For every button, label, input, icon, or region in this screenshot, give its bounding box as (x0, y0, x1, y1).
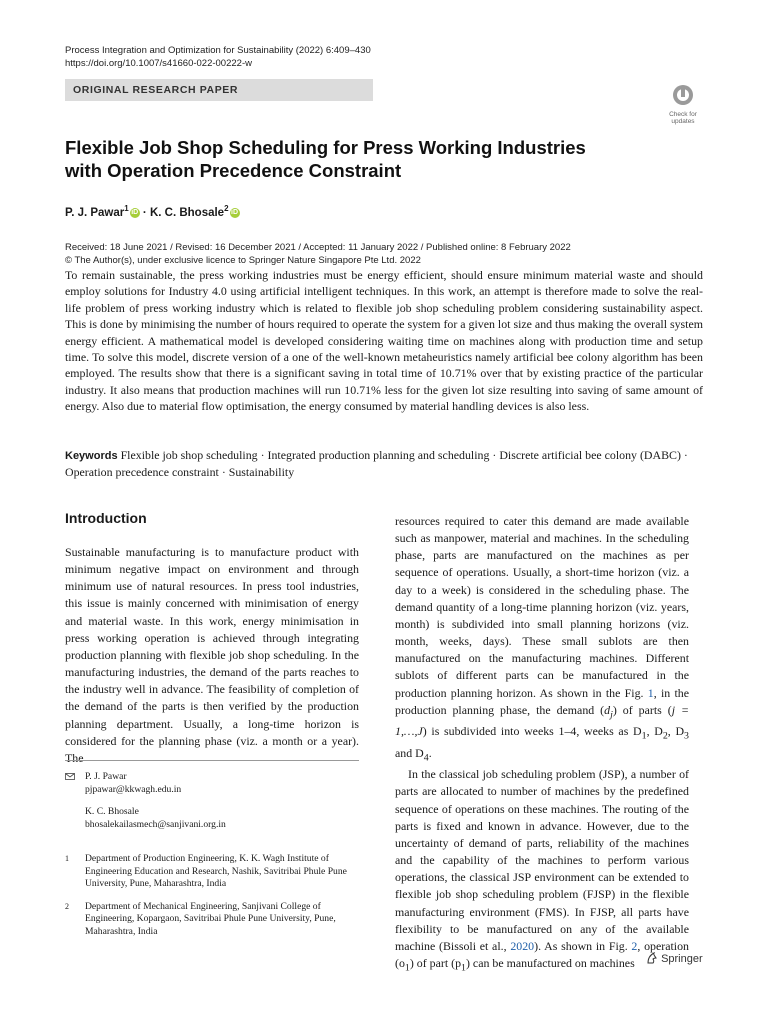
author-email[interactable]: pjpawar@kkwagh.edu.in (85, 783, 182, 795)
author-name: P. J. Pawar (85, 771, 127, 782)
article-type-banner (65, 79, 373, 101)
keywords-label: Keywords (65, 450, 118, 462)
author-affil-mark: 2 (224, 204, 229, 213)
author-separator: · (142, 206, 147, 219)
author-affil-mark: 1 (124, 204, 129, 213)
publisher-logo (646, 952, 703, 965)
paper-title (65, 136, 665, 182)
paragraph: resources required to cater this demand are made available such as manpower, material and machines. In the scheduling phase, parts are manufactured on the machines as per sequence of operations. Usually, a short-time horizon (viz. a day to a week) is considered in the scheduling phase. The demand quantity of a long-time planning horizon (viz. years, month) is subdivided into small planning horizons (viz. month, weeks, days). These small sublots are then manufactured on the manufacturing machines. Different sublots of different parts can be manufactured in the production planning horizon. As shown in the Fig. 1, in the production planning phase, the demand $(d_j)$ of parts (j = 1,…,J) is subdivided into weeks 1–4, weeks as $D_1$, $D_2$, $D_3$ and $D_4$. (395, 514, 689, 764)
journal-citation: Process Integration and Optimization for Sustainability (2022) 6:409–430 (65, 45, 371, 56)
figure-link[interactable]: 2 (631, 938, 638, 953)
section-heading-introduction: Introduction (65, 510, 147, 526)
author-name[interactable]: P. J. Pawar (65, 206, 125, 219)
orcid-icon[interactable]: iD (131, 208, 139, 216)
article-history (65, 241, 571, 267)
citation-link[interactable]: 2020 (510, 938, 535, 953)
journal-header (65, 44, 371, 70)
author-email[interactable]: bhosalekailasmech@sanjivani.org.in (85, 818, 226, 830)
crossmark-text-line: Check for (669, 111, 697, 118)
envelope-icon (65, 773, 75, 780)
affiliations (65, 771, 359, 948)
right-column (395, 513, 689, 977)
affiliation-text: Department of Mechanical Engineering, Sanjivani College of Engineering, Kopargaon, Savitribai Phule Pune University, Pune, Maharashtra, India (85, 900, 336, 937)
doi-link[interactable]: https://doi.org/10.1007/s41660-022-00222-w (65, 58, 252, 69)
affiliation-number: 1 (65, 854, 69, 863)
paragraph: In the classical job scheduling problem (JSP), a number of parts are allocated to number of machines by the predefined sequence of operations on these machines. The routing of the parts is fixed and known in advance. However, due to the uncertainty of demand of parts, reliability of the machines and the capability of the machines to perform various operations, the classical JSP environment can be extended to flexible job shop scheduling problem (FJSP) in the flexible manufacturing environment (FMS). In FJSP, all parts have flexibility to be manufactured on any of the available machine (Bissoli et al., 2020). As shown in Fig. 2, operation $(o_1)$ of part $(p_1)$ can be manufactured on machines (395, 767, 689, 974)
affiliation-item (65, 901, 359, 939)
copyright-line: © The Author(s), under exclusive licence to Springer Nature Singapore Pte Ltd. 2022 (65, 255, 421, 266)
keywords (65, 447, 703, 481)
figure-link[interactable]: 1 (647, 685, 654, 700)
corresponding-author (65, 771, 359, 831)
paragraph: Sustainable manufacturing is to manufacture product with minimum negative impact on environment and through minimum use of natural resources. In press tool industries, this issue is mainly concerned with minimisation of energy and material waste. In this work, energy minimisation in press working operation is achieved through integrating production planning with flexible job shop scheduling. In the manufacturing industries, the demand of the parts reaches to the industry well in advance. The feasibility of completion of the demand of the parts is then verified by the production planning department. Usually, a long-time horizon is considered for the planning phase (viz. a month or a year). The (65, 545, 359, 765)
affiliation-item (65, 853, 359, 891)
keywords-text: Flexible job shop scheduling · Integrated production planning and scheduling · Discrete artificial bee colony (DABC) · Operation precedence constraint · Sustainability (65, 448, 688, 480)
title-line: with Operation Precedence Constraint (65, 160, 402, 181)
affiliation-number: 2 (65, 901, 69, 911)
footnote-divider (65, 760, 359, 761)
orcid-icon[interactable]: iD (231, 208, 239, 216)
crossmark-badge[interactable] (663, 84, 703, 124)
affiliation-text: Department of Production Engineering, K. K. Wagh Institute of Engineering Education and Research, Nashik, Savitribai Phule Pune University, Pune, Maharashtra, India (85, 853, 347, 889)
article-type-label: ORIGINAL RESEARCH PAPER (73, 84, 239, 96)
publisher-name: Springer (661, 953, 703, 965)
dates-line: Received: 18 June 2021 / Revised: 16 December 2021 / Accepted: 11 January 2022 / Published online: 8 February 2022 (65, 242, 571, 253)
crossmark-text-line: updates (671, 118, 695, 125)
author-list (65, 204, 240, 219)
crossmark-icon (672, 84, 694, 106)
springer-horse-icon (646, 952, 658, 964)
author-name: K. C. Bhosale (85, 806, 139, 817)
left-column (65, 544, 359, 767)
title-line: Flexible Job Shop Scheduling for Press Working Industries (65, 137, 586, 158)
author-name[interactable]: K. C. Bhosale (149, 206, 225, 219)
abstract: To remain sustainable, the press working industries must be energy efficient, should ensure minimum material waste and should employ solutions for Industry 4.0 using artificial intelligent techniques. In this work, an attempt is therefore made to solve the real-life problem of press working industry which is related to flexible job shop scheduling problem considering sustainability aspect. This is done by minimising the number of hours required to operate the system for a given lot size and thus making the overall system energy efficient. A mathematical model is developed considering waiting time on machines along with production time and setup time. To solve this model, discrete version of a one of the well-known metaheuristics namely artificial bee colony algorithm has been employed. The results show that there is a significant saving in total time of 10.71% over that by existing practice of the particular industry. It also means that production machines will run 10.71% less for the given lot size resulting into saving of same amount of energy. Also due to material flow optimisation, the energy consumed by material handling devices is also less. (65, 268, 704, 414)
